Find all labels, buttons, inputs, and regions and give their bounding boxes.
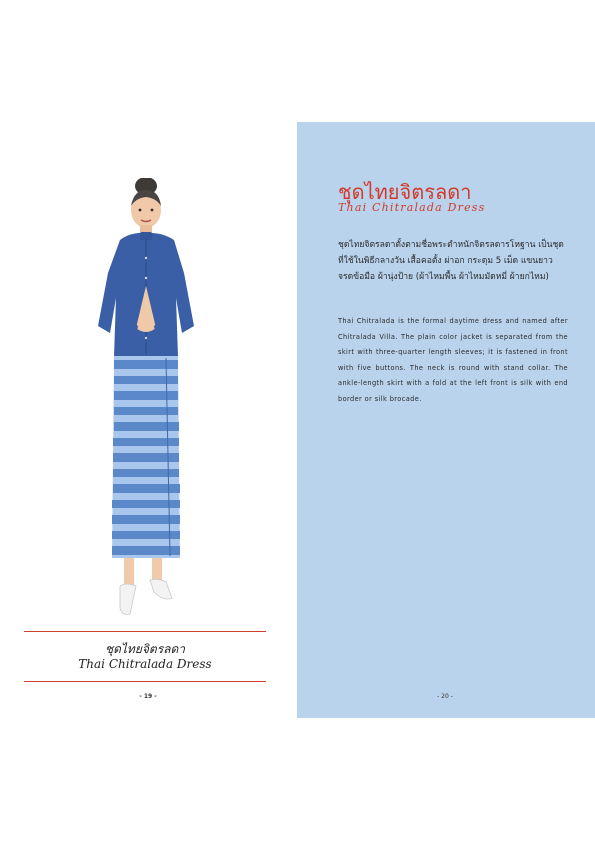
description-english: Thai Chitralada is the formal daytime dress and named after Chitralada Villa. The plain color jacket is separated from the skirt with three-quarter length sleeves; it is fastened in front with five buttons. The neck is round with stand collar. The ankle-length skirt with a fold at the left front is silk with end border or silk brocade. <box>338 317 568 403</box>
page-number-left: - 19 - <box>139 693 157 700</box>
caption-thai: ชุดไทยจิตรลดา <box>104 642 186 656</box>
page-number-right: - 20 - <box>437 693 453 700</box>
title-english: Thai Chitralada Dress <box>338 201 486 214</box>
caption-english: Thai Chitralada Dress <box>78 657 212 671</box>
thai-dress-illustration <box>90 178 202 618</box>
caption-top-rule <box>24 631 266 632</box>
left-page <box>0 0 297 842</box>
description-thai: ชุดไทยจิตรลดาตั้งตามชื่อพระตำหนักจิตรลดารโหฐาน เป็นชุดที่ใช้ในพิธีกลางวัน เสื้อคอตั้ง ผ่าอก กระดุม 5 เม็ด แขนยาวจรดข้อมือ ผ้านุ่งป้าย (ผ้าไหมพื้น ผ้าไหมมัดหมี่ ผ้ายกไหม) <box>338 240 564 282</box>
title-thai: ชุดไทยจิตรลดา <box>338 180 472 204</box>
caption-bottom-rule <box>24 681 266 682</box>
